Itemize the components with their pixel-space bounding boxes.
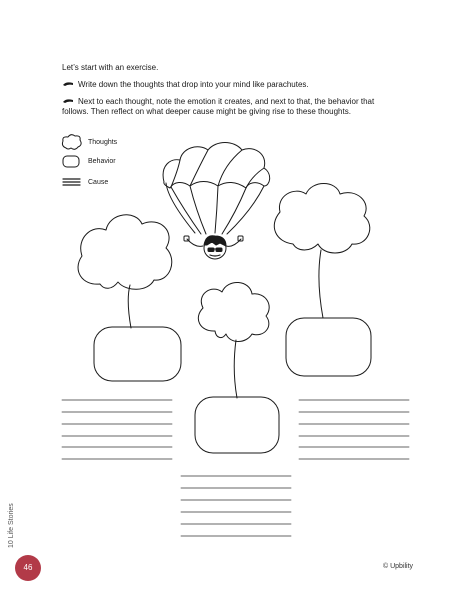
instruction-3: follows. Then reflect on what deeper cause might be giving rise to these thoughts. (62, 107, 351, 116)
cloud-icon (62, 135, 81, 150)
instruction-2-text: Next to each thought, note the emotion it creates, and next to that, the behavior that (78, 97, 375, 106)
behavior-box-left (94, 327, 181, 381)
stem-middle (234, 340, 237, 398)
legend-behavior: Behavior (88, 158, 116, 165)
behavior-box-middle (195, 397, 279, 453)
stem-left (128, 285, 131, 328)
thought-cloud-middle (198, 282, 269, 341)
intro-text: Let’s start with an exercise. (62, 63, 159, 72)
legend-thoughts: Thoughts (88, 139, 118, 146)
rounded-box-icon (63, 156, 79, 167)
page-number-badge: 46 (15, 555, 41, 581)
legend-cause: Cause (88, 179, 109, 186)
copyright-text: © Upbility (383, 563, 414, 570)
cause-lines-left (62, 400, 172, 459)
thought-cloud-right (274, 184, 370, 254)
lines-icon (63, 179, 80, 185)
cause-lines-middle (181, 476, 291, 536)
stem-right (319, 250, 323, 318)
book-title-vertical: 10 Life Stories (8, 503, 15, 548)
instruction-1-text: Write down the thoughts that drop into your mind like parachutes. (78, 80, 309, 89)
behavior-box-right (286, 318, 371, 376)
thought-cloud-left (78, 215, 172, 289)
parachutist-icon (163, 143, 270, 260)
cause-lines-right (299, 400, 409, 459)
